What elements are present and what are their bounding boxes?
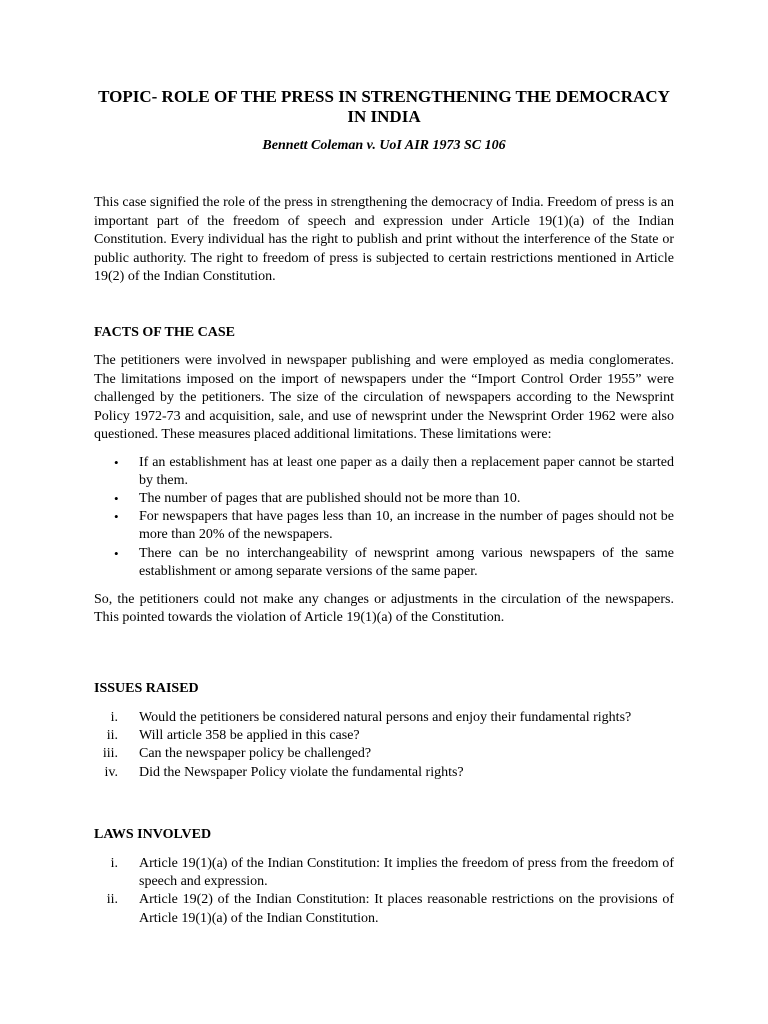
list-item: • If an establishment has at least one paper as a daily then a replacement paper cannot be started by them. [114,454,674,488]
bullet-marker: • [114,490,119,506]
list-item: • There can be no interchangeability of newsprint among various newspapers of the same establishment or among separate versions of the same paper. [114,545,674,579]
intro-paragraph: This case signified the role of the press in strengthening the democracy of India. Freedom of press is an important part of the freedom of speech and expression under Article 19(1)(a) of the Indian Constitution. Every individual has the right to publish and print without the interference of the State or public authority. The right to freedom of press is subjected to certain restrictions mentioned in Article 19(2) of the Indian Constitution. [94,195,674,284]
laws-heading: LAWS INVOLVED [94,827,212,842]
list-item: • For newspapers that have pages less than 10, an increase in the number of pages should not be more than 20% of the newspapers. [114,509,674,543]
limitations-list [94,454,674,581]
list-item: ii. Will article 358 be applied in this case? [106,728,360,744]
facts-heading: FACTS OF THE CASE [94,325,235,340]
bullet-marker: • [114,454,119,470]
facts-paragraph: The petitioners were involved in newspaper publishing and were employed as media conglomerates. The limitations imposed on the import of newspapers under the “Import Control Order 1955” were challenged by the petitioners. The size of the circulation of newspapers according to the Newsprint Policy 1972-73 and acquisition, sale, and use of newsprint under the Newsprint Order 1962 were also questioned. These measures placed additional limitations. These limitations were: [94,353,674,442]
bullet-marker: • [114,509,119,525]
laws-section [94,826,674,928]
list-item: i. Would the petitioners be considered natural persons and enjoy their fundamental rights? [110,710,632,725]
issues-section [94,680,674,782]
list-item: iv. Did the Newspaper Policy violate the fundamental rights? [104,764,464,780]
document-title: TOPIC- ROLE OF THE PRESS IN STRENGTHENING THE DEMOCRACY IN INDIA [98,87,670,126]
list-item: ii. Article 19(2) of the Indian Constitution: It places reasonable restrictions on the provisions of Article 19(1)(a) of the Indian Constitution. [106,892,674,926]
list-item: iii. Can the newspaper policy be challenged? [102,746,372,762]
bullet-marker: • [114,545,119,561]
list-item: i. Article 19(1)(a) of the Indian Constitution: It implies the freedom of press from the freedom of speech and expression. [110,856,674,890]
issues-heading: ISSUES RAISED [94,681,199,696]
list-item: • The number of pages that are published should not be more than 10. [94,490,674,508]
laws-list [94,855,674,928]
issues-list [94,709,674,782]
facts-closing-paragraph: So, the petitioners could not make any changes or adjustments in the circulation of the newspapers. This pointed towards the violation of Article 19(1)(a) of the Constitution. [94,591,674,626]
case-citation: Bennett Coleman v. UoI AIR 1973 SC 106 [262,138,506,153]
facts-section [94,324,674,628]
intro-section [94,194,674,287]
